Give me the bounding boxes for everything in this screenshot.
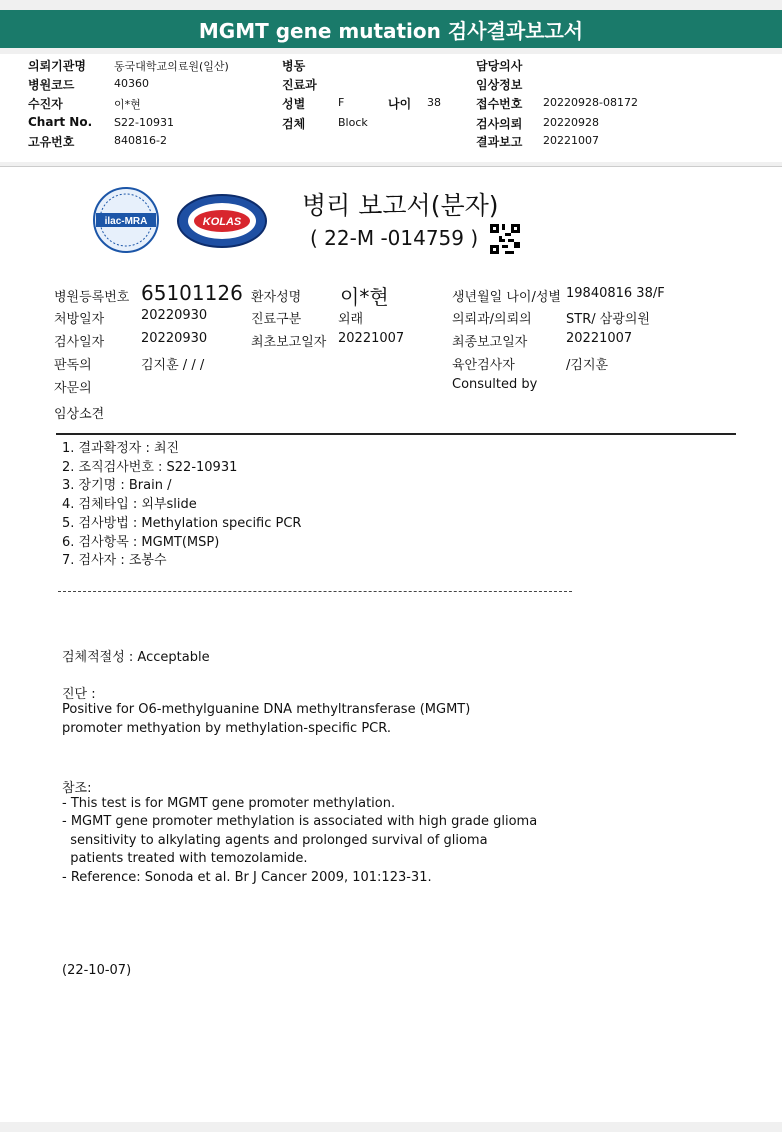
req-dept-label: 의뢰과/의뢰의 bbox=[452, 312, 532, 327]
field-label: 결과보고 bbox=[476, 135, 523, 149]
req-dept-value: STR/ 삼광의원 bbox=[566, 312, 650, 327]
patient-name: 이*현 bbox=[340, 285, 389, 309]
field-value: 20220928 bbox=[543, 116, 599, 129]
field-label: 진료과 bbox=[282, 78, 317, 92]
field-label: 임상정보 bbox=[476, 78, 523, 92]
field-label: 수진자 bbox=[28, 97, 63, 111]
reader-label: 판독의 bbox=[54, 358, 92, 373]
detail-line: 3. 장기명 : Brain / bbox=[62, 478, 172, 494]
detail-line: 2. 조직검사번호 : S22-10931 bbox=[62, 459, 238, 475]
section-divider bbox=[56, 433, 736, 435]
dept-label: 진료구분 bbox=[251, 312, 302, 327]
field-label: 접수번호 bbox=[476, 97, 523, 111]
kolas-logo-text: KOLAS bbox=[202, 216, 242, 228]
reference-line: - This test is for MGMT gene promoter methylation. bbox=[62, 796, 396, 811]
field-value: S22-10931 bbox=[114, 116, 174, 129]
diagnosis-label: 진단 : bbox=[62, 687, 96, 702]
field-value: 840816-2 bbox=[114, 134, 167, 147]
reference-label: 참조: bbox=[62, 781, 92, 796]
reference-line: - Reference: Sonoda et al. Br J Cancer 2009, 101:123-31. bbox=[62, 870, 432, 885]
report-title: 병리 보고서(분자) bbox=[302, 191, 499, 220]
field-label: 성별 bbox=[282, 97, 306, 111]
reference-line: - MGMT gene promoter methylation is associated with high grade glioma bbox=[62, 814, 538, 829]
field-label: 고유번호 bbox=[28, 135, 75, 149]
first-report-label: 최초보고일자 bbox=[251, 335, 327, 350]
request-metadata bbox=[0, 54, 782, 162]
detail-line: 6. 검사항목 : MGMT(MSP) bbox=[62, 534, 220, 550]
field-label: 의뢰기관명 bbox=[28, 59, 86, 73]
birth-value: 19840816 38/F bbox=[566, 286, 665, 301]
final-report-value: 20221007 bbox=[566, 331, 633, 346]
consulted-by: Consulted by bbox=[452, 377, 538, 392]
field-value: 40360 bbox=[114, 77, 149, 90]
final-report-label: 최종보고일자 bbox=[452, 335, 528, 350]
detail-line: 7. 검사자 : 조봉수 bbox=[62, 553, 167, 569]
field-label: 검사의뢰 bbox=[476, 117, 523, 131]
gross-label: 육안검사자 bbox=[452, 358, 515, 373]
field-label: Chart No. bbox=[28, 115, 93, 129]
first-report-value: 20221007 bbox=[338, 331, 405, 346]
field-label: 검체 bbox=[282, 117, 306, 131]
reference-line: sensitivity to alkylating agents and prolonged survival of glioma bbox=[62, 833, 488, 848]
patient-label: 환자성명 bbox=[251, 290, 302, 305]
gross-value: /김지훈 bbox=[566, 358, 609, 373]
reg-no-label: 병원등록번호 bbox=[54, 290, 130, 305]
detail-line: 5. 검사방법 : Methylation specific PCR bbox=[62, 515, 302, 531]
kolas-logo bbox=[176, 193, 268, 249]
field-value: Block bbox=[338, 116, 368, 129]
consult-label: 자문의 bbox=[54, 381, 92, 396]
field-value: 38 bbox=[427, 96, 441, 109]
field-label: 나이 bbox=[388, 97, 412, 111]
report-number: ( 22-M -014759 ) bbox=[310, 226, 479, 250]
diagnosis-line: promoter methyation by methylation-specific PCR. bbox=[62, 721, 391, 736]
detail-line: 1. 결과확정자 : 최진 bbox=[62, 441, 180, 456]
adequacy: 검체적절성 : Acceptable bbox=[62, 650, 210, 665]
rx-date-value: 20220930 bbox=[141, 308, 208, 323]
ilac-logo-text: ilac-MRA bbox=[104, 216, 148, 227]
reg-no-value: 65101126 bbox=[141, 281, 243, 305]
dashed-divider bbox=[58, 591, 572, 592]
report-header-title: MGMT gene mutation 검사결과보고서 bbox=[0, 10, 782, 48]
reader-value: 김지훈 / / / bbox=[141, 358, 205, 373]
exam-date-value: 20220930 bbox=[141, 331, 208, 346]
diagnosis-line: Positive for O6-methylguanine DNA methyltransferase (MGMT) bbox=[62, 702, 471, 717]
field-value: 이*현 bbox=[114, 98, 141, 111]
exam-date-label: 검사일자 bbox=[54, 335, 105, 350]
field-label: 병원코드 bbox=[28, 78, 75, 92]
field-label: 담당의사 bbox=[476, 59, 523, 73]
rx-date-label: 처방일자 bbox=[54, 312, 105, 327]
field-value: 동국대학교의료원(일산) bbox=[114, 60, 229, 73]
report-date: (22-10-07) bbox=[62, 963, 132, 978]
ilac-mra-logo bbox=[92, 186, 160, 254]
field-label: 병동 bbox=[282, 59, 306, 73]
report-page bbox=[0, 166, 782, 1122]
test-details bbox=[62, 440, 301, 571]
field-value: 20221007 bbox=[543, 134, 599, 147]
birth-label: 생년월일 나이/성별 bbox=[452, 290, 561, 305]
clinical-label: 임상소견 bbox=[54, 407, 105, 422]
reference-line: patients treated with temozolamide. bbox=[62, 851, 308, 866]
detail-line: 4. 검체타입 : 외부slide bbox=[62, 497, 197, 513]
qr-code-icon bbox=[490, 224, 520, 254]
field-value: 20220928-08172 bbox=[543, 96, 638, 109]
field-value: F bbox=[338, 96, 345, 109]
dept-value: 외래 bbox=[338, 312, 364, 327]
